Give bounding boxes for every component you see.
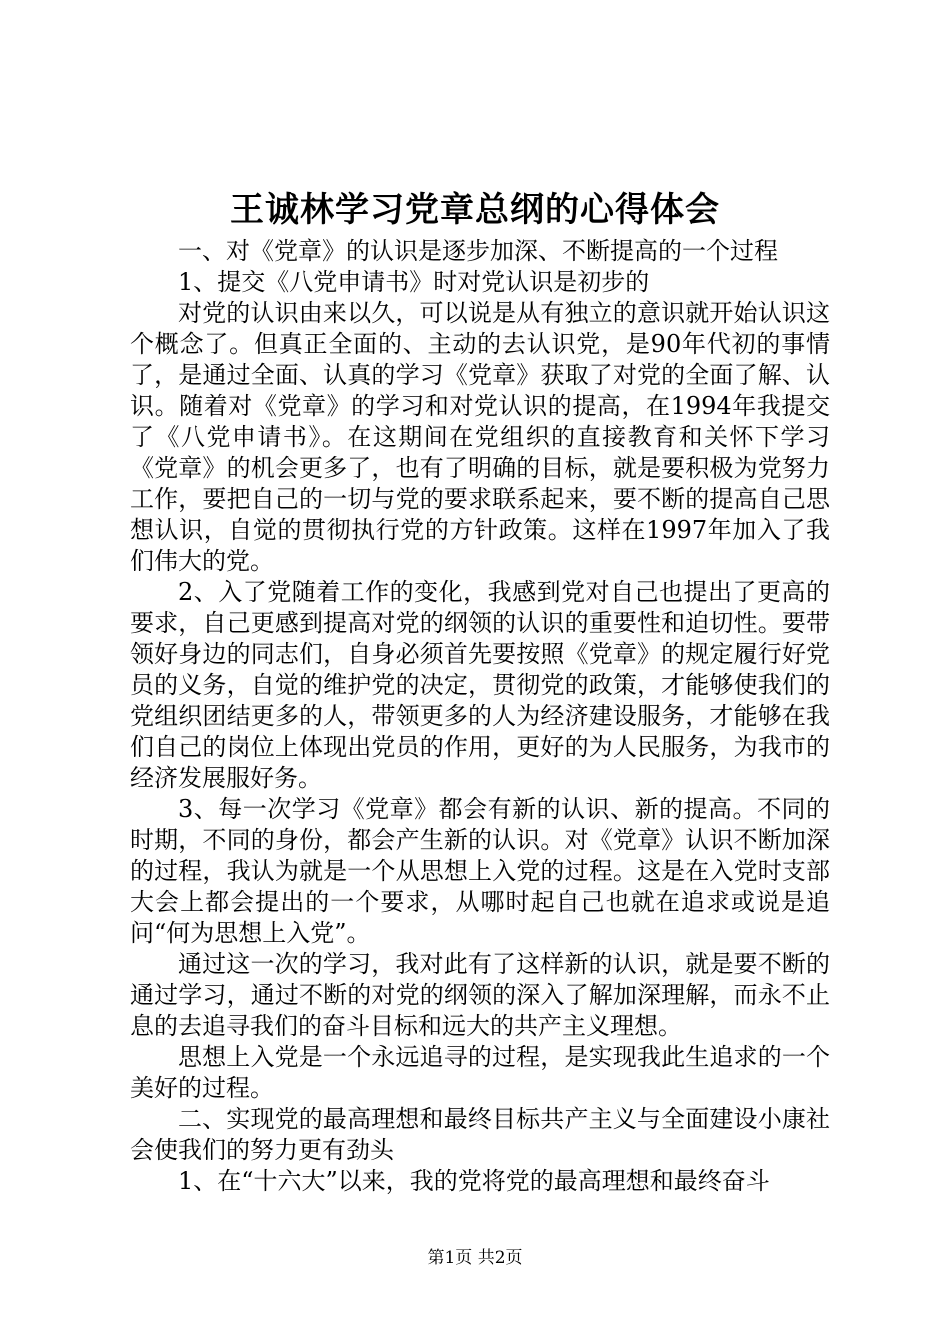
- paragraph-6: 1、在“十六大”以来，我的党将党的最高理想和最终奋斗: [178, 1167, 770, 1195]
- paragraph-5: 思想上入党是一个永远追寻的过程，是实现我此生追求的一个美好的过程。: [130, 1043, 830, 1102]
- paragraph-3: 3、每一次学习《党章》都会有新的认识、新的提高。不同的时期，不同的身份，都会产生新的认识。对《党章》认识不断加深的过程，我认为就是一个从思想上入党的过程。这是在入党时支部大会上都会提出的一个要求，从哪时起自己也就在追求或说是追问“何为思想上入党”。: [130, 795, 830, 947]
- section-heading-1: 一、对《党章》的认识是逐步加深、不断提高的一个过程: [178, 237, 778, 265]
- subheading-1-1: 1、提交《八党申请书》时对党认识是初步的: [178, 268, 650, 296]
- paragraph-1: 对党的认识由来以久，可以说是从有独立的意识就开始认识这个概念了。但真正全面的、主动的去认识党，是90年代初的事情了，是通过全面、认真的学习《党章》获取了对党的全面了解、认识。随着对《党章》的学习和对党认识的提高，在1994年我提交了《八党申请书》。在这期间在党组织的直接教育和关怀下学习《党章》的机会更多了，也有了明确的目标，就是要积极为党努力工作，要把自己的一切与党的要求联系起来，要不断的提高自己思想认识，自觉的贯彻执行党的方针政策。这样在1997年加入了我们伟大的党。: [130, 299, 830, 575]
- page-footer: 第1页 共2页: [427, 1248, 523, 1268]
- document-title: 王诚林学习党章总纲的心得体会: [230, 190, 720, 230]
- document-body: [130, 236, 830, 1197]
- section-heading-2: 二、实现党的最高理想和最终目标共产主义与全面建设小康社会使我们的努力更有劲头: [130, 1105, 830, 1164]
- paragraph-2: 2、入了党随着工作的变化，我感到党对自己也提出了更高的要求，自己更感到提高对党的纲领的认识的重要性和迫切性。要带领好身边的同志们，自身必须首先要按照《党章》的规定履行好党员的义务，自觉的维护党的决定，贯彻党的政策，才能够使我们的党组织团结更多的人，带领更多的人为经济建设服务，才能够在我们自己的岗位上体现出党员的作用，更好的为人民服务，为我市的经济发展服好务。: [130, 578, 830, 792]
- paragraph-4: 通过这一次的学习，我对此有了这样新的认识，就是要不断的通过学习，通过不断的对党的纲领的深入了解加深理解，而永不止息的去追寻我们的奋斗目标和远大的共产主义理想。: [130, 950, 830, 1040]
